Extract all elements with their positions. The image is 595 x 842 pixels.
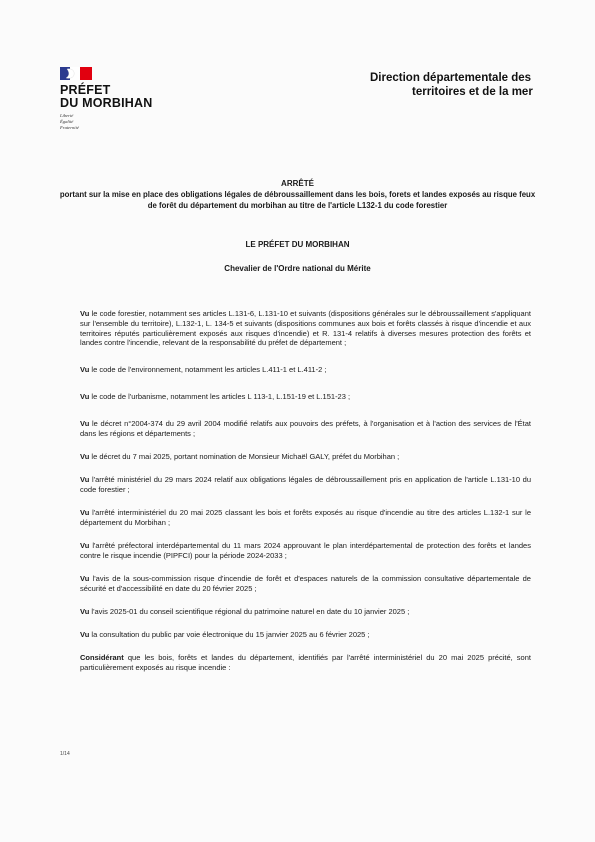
visa-lead: Vu <box>80 474 90 484</box>
document-subject: portant sur la mise en place des obligations légales de débroussaillement dans les bois, forets et landes exposés au risque feux de forêt du département du morbihan au titre de l'article L132-1 du code forestier <box>59 190 536 210</box>
visa-text: la consultation du public par voie électronique du 15 janvier 2025 au 6 février 2025 ; <box>91 630 370 640</box>
republic-motto <box>60 113 79 131</box>
department-line-1: Direction départementale des <box>370 72 532 84</box>
visa-lead: Vu <box>80 630 90 640</box>
document-title: ARRÊTÉ <box>281 179 314 188</box>
visa-paragraph <box>80 541 531 561</box>
motto-egalite: Égalité <box>60 119 74 124</box>
motto-fraternite: Fraternité <box>60 125 79 130</box>
logo-line-2: DU MORBIHAN <box>60 96 153 110</box>
order-of-merit-line: Chevalier de l'Ordre national du Mérite <box>224 264 371 273</box>
prefet-heading: LE PRÉFET DU MORBIHAN <box>245 240 350 249</box>
visa-text: le code de l'urbanisme, notamment les articles L 113-1, L.151-19 et L.151-23 ; <box>91 391 351 401</box>
legal-visas <box>80 309 531 686</box>
visa-paragraph <box>80 452 531 462</box>
visa-text: l'arrêté interministériel du 20 mai 2025 classant les bois et forêts exposés au risque d'incendie au titre des articles L.132-1 sur le département du Morbihan ; <box>80 507 531 527</box>
visa-lead: Vu <box>80 309 90 318</box>
visa-text: le décret n°2004-374 du 29 avril 2004 modifié relatifs aux pouvoirs des préfets, à l'organisation et à l'action des services de l'État dans les régions et départements ; <box>80 418 531 438</box>
visa-lead: Vu <box>80 606 90 616</box>
visa-text: l'avis 2025-01 du conseil scientifique régional du patrimoine naturel en date du 10 janvier 2025 ; <box>91 606 410 616</box>
visa-paragraph <box>80 630 531 640</box>
department-line-2: territoires et de la mer <box>412 86 533 98</box>
prefet-logo-text <box>60 84 152 110</box>
visa-lead: Vu <box>80 418 90 428</box>
logo-line-1: PRÉFET <box>60 83 111 97</box>
visa-text: le décret du 7 mai 2025, portant nomination de Monsieur Michaël GALY, préfet du Morbihan ; <box>91 451 400 461</box>
visa-lead: Vu <box>80 573 90 583</box>
issuing-department <box>370 71 533 99</box>
visa-text: l'arrêté ministériel du 29 mars 2024 relatif aux obligations légales de débroussaillement pris en application de l'article L.131-10 du code forestier ; <box>80 474 531 494</box>
considering-lead: Considérant <box>80 653 124 663</box>
visa-paragraph <box>80 574 531 594</box>
page-number: 1/14 <box>60 751 70 757</box>
visa-lead: Vu <box>80 540 90 550</box>
visa-lead: Vu <box>80 391 90 401</box>
visa-paragraph <box>80 607 531 617</box>
considering-paragraph <box>80 653 531 673</box>
visa-paragraph <box>80 365 531 375</box>
visa-paragraph <box>80 309 531 348</box>
visa-lead: Vu <box>80 365 90 375</box>
visa-text: le code de l'environnement, notamment les articles L.411-1 et L.411-2 ; <box>91 365 327 375</box>
motto-liberte: Liberté <box>60 113 74 118</box>
considering-text: que les bois, forêts et landes du département, identifiés par l'arrêté interministériel du 20 mai 2025 précité, sont particulièrement exposés au risque incendie : <box>80 653 531 673</box>
visa-paragraph <box>80 475 531 495</box>
marianne-logo <box>60 67 92 80</box>
visa-text: le code forestier, notamment ses articles L.131-6, L.131-10 et suivants (dispositions générales sur le débroussaillement s'appliquant sur l'ensemble du territoire), L.132-1, L. 134-5 et suivants (dispositions communes aux bois et forêts classés à risque d'incendie et aux territoires réputés particulièrement exposés aux risques d'incendie) et R. 131-4 relatifs à diverses mesures protection des forêts et landes contre l'incendie, relevant de la responsabilité du préfet de département ; <box>80 309 531 348</box>
visa-lead: Vu <box>80 451 90 461</box>
visa-text: l'arrêté préfectoral interdépartemental du 11 mars 2024 approuvant le plan interdépartemental de protection des forêts et landes contre le risque incendie (PIPFCI) pour la période 2024-2033 ; <box>80 540 531 560</box>
visa-lead: Vu <box>80 507 90 517</box>
visa-paragraph <box>80 508 531 528</box>
visa-paragraph <box>80 419 531 439</box>
visa-paragraph <box>80 392 531 402</box>
visa-text: l'avis de la sous-commission risque d'incendie de forêt et d'espaces naturels de la commission consultative départementale de sécurité et d'accessibilité en date du 20 février 2025 ; <box>80 573 531 593</box>
